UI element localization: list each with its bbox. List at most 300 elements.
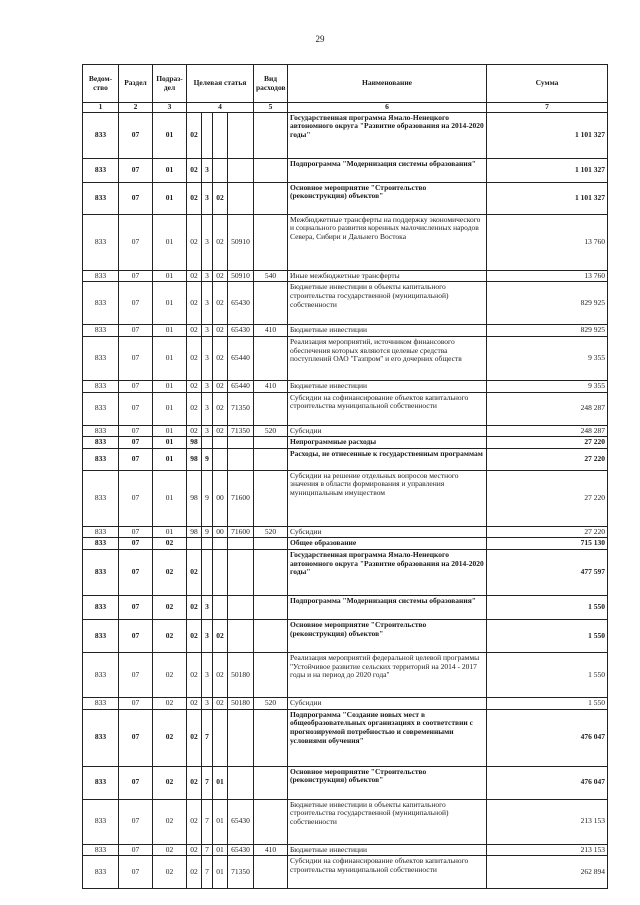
cell-target-event: 00 bbox=[213, 526, 228, 538]
cell-expense-type: 520 bbox=[254, 526, 288, 538]
cell-target-subprogram: 3 bbox=[202, 214, 213, 270]
table-row bbox=[83, 596, 608, 620]
cell-dept: 833 bbox=[83, 653, 119, 698]
cell-target-event bbox=[213, 538, 228, 550]
cell-name: Иные межбюджетные трансферты bbox=[288, 270, 487, 282]
table-row bbox=[83, 620, 608, 653]
cell-section: 07 bbox=[119, 698, 153, 710]
cell-sum: 9 355 bbox=[487, 380, 608, 392]
cell-subsection: 01 bbox=[153, 380, 187, 392]
cell-dept: 833 bbox=[83, 538, 119, 550]
column-number: 4 bbox=[187, 103, 254, 113]
cell-target-event: 01 bbox=[213, 766, 228, 799]
cell-target-direction bbox=[228, 158, 254, 182]
cell-sum: 27 220 bbox=[487, 437, 608, 449]
cell-section: 07 bbox=[119, 844, 153, 856]
cell-target-direction bbox=[228, 766, 254, 799]
cell-dept: 833 bbox=[83, 182, 119, 214]
cell-subsection: 01 bbox=[153, 182, 187, 214]
cell-section: 07 bbox=[119, 856, 153, 889]
cell-target-event: 02 bbox=[213, 182, 228, 214]
cell-section: 07 bbox=[119, 448, 153, 470]
cell-subsection: 01 bbox=[153, 425, 187, 437]
cell-expense-type bbox=[254, 799, 288, 844]
cell-name: Бюджетные инвестиции bbox=[288, 380, 487, 392]
cell-target-subprogram bbox=[202, 112, 213, 158]
table-row bbox=[83, 214, 608, 270]
table-row bbox=[83, 392, 608, 425]
cell-subsection: 02 bbox=[153, 550, 187, 596]
cell-name: Субсидии на софинансирование объектов капитального строительства муниципальной собственности bbox=[288, 392, 487, 425]
cell-section: 07 bbox=[119, 653, 153, 698]
cell-expense-type bbox=[254, 392, 288, 425]
table-row bbox=[83, 182, 608, 214]
cell-dept: 833 bbox=[83, 620, 119, 653]
cell-target-subprogram: 3 bbox=[202, 270, 213, 282]
cell-subsection: 02 bbox=[153, 844, 187, 856]
cell-expense-type bbox=[254, 336, 288, 380]
cell-name: Субсидии на софинансирование объектов капитального строительства муниципальной собственности bbox=[288, 856, 487, 889]
cell-name: Бюджетные инвестиции в объекты капитального строительства государственной (муниципальной) собственности bbox=[288, 282, 487, 325]
cell-target-program: 02 bbox=[187, 325, 202, 337]
cell-name: Государственная программа Ямало-Ненецкого автономного округа "Развитие образования на 2014-2020 годы" bbox=[288, 550, 487, 596]
table-row bbox=[83, 766, 608, 799]
cell-target-subprogram: 7 bbox=[202, 844, 213, 856]
cell-name: Общее образование bbox=[288, 538, 487, 550]
table-row bbox=[83, 380, 608, 392]
cell-sum: 27 220 bbox=[487, 470, 608, 526]
table-row bbox=[83, 425, 608, 437]
cell-target-subprogram: 3 bbox=[202, 158, 213, 182]
cell-target-direction: 71600 bbox=[228, 526, 254, 538]
cell-subsection: 02 bbox=[153, 766, 187, 799]
cell-expense-type: 520 bbox=[254, 425, 288, 437]
cell-dept: 833 bbox=[83, 158, 119, 182]
cell-subsection: 02 bbox=[153, 596, 187, 620]
cell-section: 07 bbox=[119, 550, 153, 596]
cell-target-program: 02 bbox=[187, 270, 202, 282]
cell-target-program: 02 bbox=[187, 844, 202, 856]
table-row bbox=[83, 158, 608, 182]
header-sum: Сумма bbox=[487, 65, 608, 103]
table-row bbox=[83, 844, 608, 856]
cell-target-subprogram bbox=[202, 437, 213, 449]
cell-target-event bbox=[213, 437, 228, 449]
cell-subsection: 01 bbox=[153, 392, 187, 425]
cell-target-subprogram: 3 bbox=[202, 653, 213, 698]
cell-sum: 248 287 bbox=[487, 425, 608, 437]
cell-expense-type bbox=[254, 596, 288, 620]
cell-expense-type: 410 bbox=[254, 325, 288, 337]
cell-dept: 833 bbox=[83, 799, 119, 844]
cell-subsection: 01 bbox=[153, 437, 187, 449]
cell-name: Расходы, не отнесенные к государственным программам bbox=[288, 448, 487, 470]
cell-subsection: 01 bbox=[153, 336, 187, 380]
cell-sum: 213 153 bbox=[487, 799, 608, 844]
cell-expense-type bbox=[254, 448, 288, 470]
cell-target-subprogram: 3 bbox=[202, 392, 213, 425]
cell-sum: 1 550 bbox=[487, 620, 608, 653]
cell-name: Государственная программа Ямало-Ненецкого автономного округа "Развитие образования на 2014-2020 годы" bbox=[288, 112, 487, 158]
cell-dept: 833 bbox=[83, 766, 119, 799]
table-row bbox=[83, 538, 608, 550]
column-number: 1 bbox=[83, 103, 119, 113]
cell-target-event bbox=[213, 158, 228, 182]
table-row bbox=[83, 653, 608, 698]
table-row bbox=[83, 270, 608, 282]
cell-target-direction: 50910 bbox=[228, 214, 254, 270]
cell-section: 07 bbox=[119, 799, 153, 844]
cell-section: 07 bbox=[119, 282, 153, 325]
cell-expense-type: 540 bbox=[254, 270, 288, 282]
cell-dept: 833 bbox=[83, 214, 119, 270]
cell-dept: 833 bbox=[83, 112, 119, 158]
cell-target-direction: 65430 bbox=[228, 799, 254, 844]
cell-subsection: 01 bbox=[153, 448, 187, 470]
cell-expense-type bbox=[254, 550, 288, 596]
cell-target-direction: 71350 bbox=[228, 425, 254, 437]
cell-target-program: 02 bbox=[187, 620, 202, 653]
cell-name: Бюджетные инвестиции bbox=[288, 844, 487, 856]
cell-target-direction: 71350 bbox=[228, 392, 254, 425]
column-number: 7 bbox=[487, 103, 608, 113]
cell-sum: 476 047 bbox=[487, 766, 608, 799]
cell-target-program: 02 bbox=[187, 380, 202, 392]
cell-target-event bbox=[213, 112, 228, 158]
cell-dept: 833 bbox=[83, 526, 119, 538]
cell-sum: 13 760 bbox=[487, 270, 608, 282]
table-row bbox=[83, 550, 608, 596]
cell-target-program: 02 bbox=[187, 550, 202, 596]
cell-target-subprogram: 9 bbox=[202, 526, 213, 538]
cell-expense-type bbox=[254, 112, 288, 158]
cell-target-direction bbox=[228, 448, 254, 470]
cell-sum: 213 153 bbox=[487, 844, 608, 856]
cell-target-direction: 50910 bbox=[228, 270, 254, 282]
cell-name: Подпрограмма "Создание новых мест в общеобразовательных организациях в соответствии с прогнозируемой потребностью и современными условиями обучения" bbox=[288, 709, 487, 766]
cell-target-event: 02 bbox=[213, 214, 228, 270]
cell-expense-type bbox=[254, 620, 288, 653]
cell-sum: 476 047 bbox=[487, 709, 608, 766]
cell-dept: 833 bbox=[83, 844, 119, 856]
cell-target-subprogram: 3 bbox=[202, 336, 213, 380]
cell-section: 07 bbox=[119, 380, 153, 392]
cell-target-subprogram bbox=[202, 550, 213, 596]
cell-dept: 833 bbox=[83, 709, 119, 766]
cell-target-program: 02 bbox=[187, 112, 202, 158]
cell-expense-type: 410 bbox=[254, 844, 288, 856]
cell-target-direction bbox=[228, 182, 254, 214]
table-row bbox=[83, 336, 608, 380]
cell-sum: 1 550 bbox=[487, 698, 608, 710]
cell-section: 07 bbox=[119, 766, 153, 799]
cell-subsection: 01 bbox=[153, 526, 187, 538]
cell-target-event: 02 bbox=[213, 270, 228, 282]
table-body bbox=[83, 112, 608, 889]
cell-target-event: 01 bbox=[213, 844, 228, 856]
cell-target-program: 02 bbox=[187, 336, 202, 380]
header-subsection: Подраз-дел bbox=[153, 65, 187, 103]
budget-table bbox=[82, 64, 608, 889]
cell-section: 07 bbox=[119, 470, 153, 526]
cell-subsection: 01 bbox=[153, 325, 187, 337]
header-name: Наименование bbox=[288, 65, 487, 103]
cell-sum: 477 597 bbox=[487, 550, 608, 596]
cell-subsection: 02 bbox=[153, 620, 187, 653]
cell-target-direction bbox=[228, 596, 254, 620]
cell-dept: 833 bbox=[83, 392, 119, 425]
cell-target-subprogram: 3 bbox=[202, 620, 213, 653]
cell-subsection: 02 bbox=[153, 653, 187, 698]
cell-target-subprogram: 3 bbox=[202, 325, 213, 337]
cell-name: Подпрограмма "Модернизация системы образования" bbox=[288, 158, 487, 182]
cell-name: Субсидии bbox=[288, 698, 487, 710]
cell-dept: 833 bbox=[83, 282, 119, 325]
cell-target-direction bbox=[228, 112, 254, 158]
table-row bbox=[83, 470, 608, 526]
cell-target-event: 02 bbox=[213, 282, 228, 325]
cell-section: 07 bbox=[119, 392, 153, 425]
cell-target-subprogram: 3 bbox=[202, 596, 213, 620]
table-row bbox=[83, 437, 608, 449]
cell-target-program: 02 bbox=[187, 214, 202, 270]
page-number: 29 bbox=[315, 34, 325, 44]
cell-expense-type bbox=[254, 437, 288, 449]
cell-section: 07 bbox=[119, 158, 153, 182]
cell-target-subprogram bbox=[202, 538, 213, 550]
cell-target-program: 98 bbox=[187, 437, 202, 449]
cell-target-direction: 65440 bbox=[228, 336, 254, 380]
cell-target-program: 02 bbox=[187, 799, 202, 844]
cell-subsection: 02 bbox=[153, 538, 187, 550]
cell-target-event: 00 bbox=[213, 470, 228, 526]
cell-dept: 833 bbox=[83, 448, 119, 470]
cell-target-subprogram: 7 bbox=[202, 766, 213, 799]
cell-subsection: 01 bbox=[153, 282, 187, 325]
cell-target-subprogram: 9 bbox=[202, 448, 213, 470]
cell-target-direction bbox=[228, 538, 254, 550]
cell-target-event: 02 bbox=[213, 325, 228, 337]
column-number: 6 bbox=[288, 103, 487, 113]
cell-expense-type bbox=[254, 653, 288, 698]
cell-sum: 27 220 bbox=[487, 526, 608, 538]
cell-target-direction: 65440 bbox=[228, 380, 254, 392]
cell-target-direction bbox=[228, 709, 254, 766]
cell-name: Непрограммные расходы bbox=[288, 437, 487, 449]
cell-target-direction: 65430 bbox=[228, 844, 254, 856]
cell-expense-type bbox=[254, 766, 288, 799]
cell-sum: 1 101 327 bbox=[487, 158, 608, 182]
cell-subsection: 01 bbox=[153, 158, 187, 182]
cell-expense-type bbox=[254, 856, 288, 889]
cell-target-event: 01 bbox=[213, 799, 228, 844]
cell-expense-type bbox=[254, 538, 288, 550]
cell-target-subprogram: 9 bbox=[202, 470, 213, 526]
cell-section: 07 bbox=[119, 709, 153, 766]
cell-section: 07 bbox=[119, 538, 153, 550]
cell-target-subprogram: 3 bbox=[202, 282, 213, 325]
cell-target-program: 02 bbox=[187, 698, 202, 710]
cell-name: Субсидии на решение отдельных вопросов местного значения в области формирования и управления муниципальным имуществом bbox=[288, 470, 487, 526]
cell-subsection: 01 bbox=[153, 470, 187, 526]
cell-sum: 829 925 bbox=[487, 282, 608, 325]
cell-target-program: 02 bbox=[187, 596, 202, 620]
cell-target-subprogram: 3 bbox=[202, 698, 213, 710]
cell-target-program: 02 bbox=[187, 158, 202, 182]
table-row bbox=[83, 325, 608, 337]
cell-section: 07 bbox=[119, 214, 153, 270]
cell-target-program: 02 bbox=[187, 392, 202, 425]
cell-target-direction: 71600 bbox=[228, 470, 254, 526]
cell-target-subprogram: 7 bbox=[202, 709, 213, 766]
header-target-article: Целевая статья bbox=[187, 65, 254, 103]
cell-sum: 1 550 bbox=[487, 596, 608, 620]
cell-section: 07 bbox=[119, 112, 153, 158]
cell-target-event: 02 bbox=[213, 653, 228, 698]
cell-dept: 833 bbox=[83, 270, 119, 282]
cell-expense-type bbox=[254, 709, 288, 766]
cell-expense-type: 520 bbox=[254, 698, 288, 710]
table-row bbox=[83, 698, 608, 710]
cell-name: Реализация мероприятий федеральной целевой программы "Устойчивое развитие сельских территорий на 2014 - 2017 годы и на период до 2020 года" bbox=[288, 653, 487, 698]
cell-sum: 9 355 bbox=[487, 336, 608, 380]
cell-target-event bbox=[213, 448, 228, 470]
cell-target-event: 02 bbox=[213, 392, 228, 425]
cell-section: 07 bbox=[119, 425, 153, 437]
cell-expense-type bbox=[254, 214, 288, 270]
cell-sum: 13 760 bbox=[487, 214, 608, 270]
cell-target-event bbox=[213, 596, 228, 620]
column-number-row bbox=[83, 103, 608, 113]
cell-subsection: 01 bbox=[153, 112, 187, 158]
cell-target-direction: 50180 bbox=[228, 653, 254, 698]
table-row bbox=[83, 799, 608, 844]
cell-target-event: 01 bbox=[213, 856, 228, 889]
table-row bbox=[83, 448, 608, 470]
header-expense-type: Вид расходов bbox=[254, 65, 288, 103]
cell-target-direction: 71350 bbox=[228, 856, 254, 889]
cell-target-event bbox=[213, 550, 228, 596]
cell-expense-type bbox=[254, 282, 288, 325]
cell-target-subprogram: 7 bbox=[202, 799, 213, 844]
header-row bbox=[83, 65, 608, 103]
cell-section: 07 bbox=[119, 526, 153, 538]
cell-sum: 27 220 bbox=[487, 448, 608, 470]
cell-sum: 1 101 327 bbox=[487, 182, 608, 214]
header-section: Раздел bbox=[119, 65, 153, 103]
cell-dept: 833 bbox=[83, 380, 119, 392]
cell-target-program: 98 bbox=[187, 470, 202, 526]
cell-target-event: 02 bbox=[213, 425, 228, 437]
cell-name: Реализация мероприятий, источником финансового обеспечения которых являются целевые средства поступлений ОАО "Газпром" и его дочерних обществ bbox=[288, 336, 487, 380]
cell-target-direction: 50180 bbox=[228, 698, 254, 710]
cell-dept: 833 bbox=[83, 856, 119, 889]
column-number: 2 bbox=[119, 103, 153, 113]
cell-target-program bbox=[187, 538, 202, 550]
cell-expense-type bbox=[254, 158, 288, 182]
cell-dept: 833 bbox=[83, 550, 119, 596]
cell-name: Основное мероприятие "Строительство (реконструкция) объектов" bbox=[288, 766, 487, 799]
cell-target-program: 02 bbox=[187, 766, 202, 799]
cell-target-program: 02 bbox=[187, 282, 202, 325]
cell-target-direction: 65430 bbox=[228, 282, 254, 325]
cell-sum: 829 925 bbox=[487, 325, 608, 337]
cell-sum: 248 287 bbox=[487, 392, 608, 425]
cell-name: Подпрограмма "Модернизация системы образования" bbox=[288, 596, 487, 620]
cell-name: Бюджетные инвестиции в объекты капитального строительства государственной (муниципальной) собственности bbox=[288, 799, 487, 844]
cell-subsection: 01 bbox=[153, 214, 187, 270]
cell-section: 07 bbox=[119, 325, 153, 337]
cell-target-subprogram: 3 bbox=[202, 380, 213, 392]
cell-target-direction bbox=[228, 437, 254, 449]
cell-target-subprogram: 3 bbox=[202, 425, 213, 437]
cell-name: Основное мероприятие "Строительство (реконструкция) объектов" bbox=[288, 620, 487, 653]
table-row bbox=[83, 856, 608, 889]
cell-dept: 833 bbox=[83, 325, 119, 337]
cell-sum: 715 130 bbox=[487, 538, 608, 550]
cell-target-program: 98 bbox=[187, 448, 202, 470]
cell-sum: 1 101 327 bbox=[487, 112, 608, 158]
column-number: 5 bbox=[254, 103, 288, 113]
cell-target-direction: 65430 bbox=[228, 325, 254, 337]
cell-subsection: 02 bbox=[153, 856, 187, 889]
cell-dept: 833 bbox=[83, 596, 119, 620]
header-dept: Ведом-ство bbox=[83, 65, 119, 103]
cell-dept: 833 bbox=[83, 437, 119, 449]
cell-subsection: 01 bbox=[153, 270, 187, 282]
cell-target-direction bbox=[228, 620, 254, 653]
cell-dept: 833 bbox=[83, 336, 119, 380]
cell-target-program: 02 bbox=[187, 653, 202, 698]
cell-section: 07 bbox=[119, 270, 153, 282]
cell-subsection: 02 bbox=[153, 709, 187, 766]
cell-target-subprogram: 7 bbox=[202, 856, 213, 889]
cell-expense-type: 410 bbox=[254, 380, 288, 392]
cell-sum: 262 894 bbox=[487, 856, 608, 889]
cell-dept: 833 bbox=[83, 425, 119, 437]
cell-target-subprogram: 3 bbox=[202, 182, 213, 214]
cell-target-event: 02 bbox=[213, 620, 228, 653]
cell-name: Бюджетные инвестиции bbox=[288, 325, 487, 337]
cell-target-program: 02 bbox=[187, 182, 202, 214]
cell-target-event bbox=[213, 709, 228, 766]
cell-target-program: 02 bbox=[187, 709, 202, 766]
cell-name: Субсидии bbox=[288, 425, 487, 437]
cell-section: 07 bbox=[119, 596, 153, 620]
cell-target-event: 02 bbox=[213, 698, 228, 710]
cell-target-program: 02 bbox=[187, 856, 202, 889]
cell-target-event: 02 bbox=[213, 336, 228, 380]
cell-dept: 833 bbox=[83, 470, 119, 526]
cell-name: Субсидии bbox=[288, 526, 487, 538]
cell-subsection: 02 bbox=[153, 799, 187, 844]
cell-target-direction bbox=[228, 550, 254, 596]
table-row bbox=[83, 282, 608, 325]
cell-target-program: 98 bbox=[187, 526, 202, 538]
cell-target-program: 02 bbox=[187, 425, 202, 437]
cell-name: Межбюджетные трансферты на поддержку экономического и социального развития коренных малочисленных народов Севера, Сибири и Дальнего Востока bbox=[288, 214, 487, 270]
table-row bbox=[83, 112, 608, 158]
cell-section: 07 bbox=[119, 336, 153, 380]
cell-sum: 1 550 bbox=[487, 653, 608, 698]
cell-target-event: 02 bbox=[213, 380, 228, 392]
table-row bbox=[83, 526, 608, 538]
cell-expense-type bbox=[254, 182, 288, 214]
cell-subsection: 02 bbox=[153, 698, 187, 710]
column-number: 3 bbox=[153, 103, 187, 113]
cell-expense-type bbox=[254, 470, 288, 526]
cell-name: Основное мероприятие "Строительство (реконструкция) объектов" bbox=[288, 182, 487, 214]
